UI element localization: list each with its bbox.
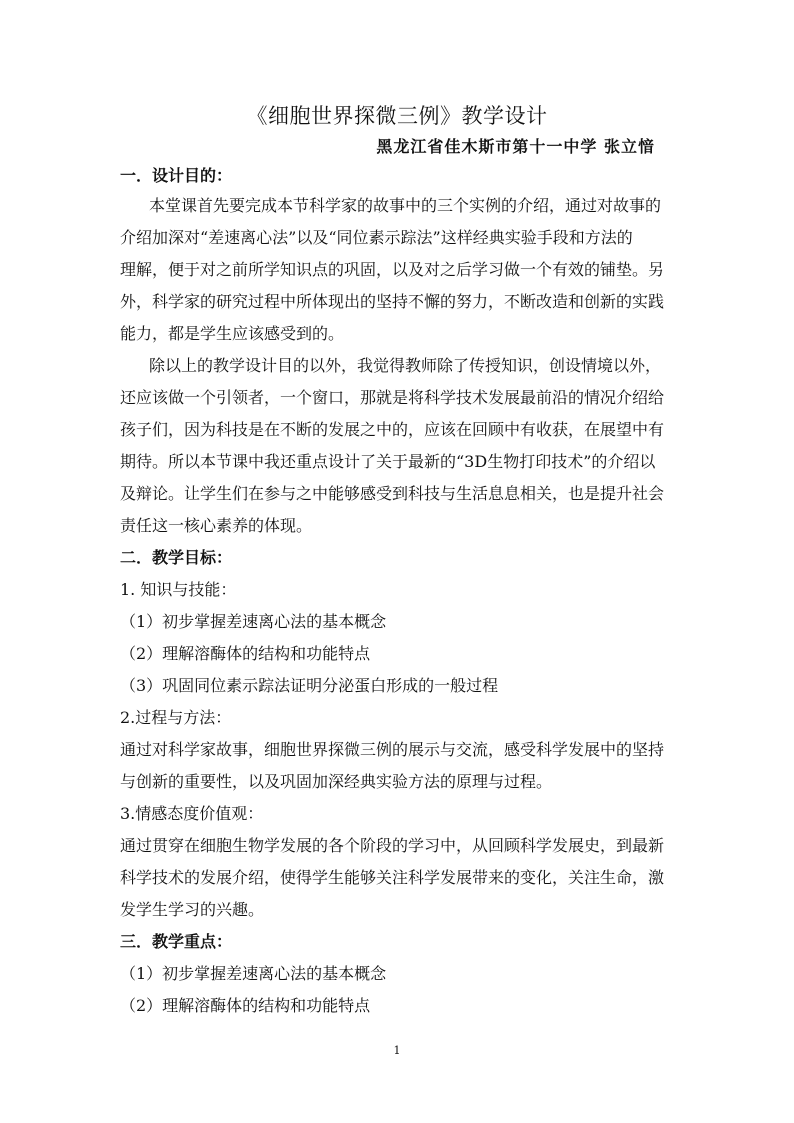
subheading: 2.过程与方法： [120, 708, 232, 727]
page-number: 1 [393, 1044, 401, 1057]
paragraph-line: 能力，都是学生应该感受到的。 [120, 324, 345, 343]
paragraph-line: 还应该做一个引领者，一个窗口，那就是将科学技术发展最前沿的情况介绍给 [120, 388, 665, 407]
paragraph-line: 通过对科学家故事，细胞世界探微三例的展示与交流，感受科学发展中的坚持 [120, 740, 665, 759]
document-title: 《细胞世界探微三例》教学设计 [246, 104, 548, 128]
subheading: 3.情感态度价值观： [120, 804, 264, 823]
paragraph-line: 期待。所以本节课中我还重点设计了关于最新的“3D生物打印技术”的介绍以 [120, 452, 656, 471]
paragraph-line: 理解，便于对之前所学知识点的巩固，以及对之后学习做一个有效的铺垫。另 [120, 260, 665, 279]
list-item: （3）巩固同位素示踪法证明分泌蛋白形成的一般过程 [120, 676, 499, 695]
section-1-heading: 一．设计目的： [120, 166, 233, 185]
author-line: 黑龙江省佳木斯市第十一中学 张立愔 [376, 137, 655, 156]
paragraph-line: 本堂课首先要完成本节科学家的故事中的三个实例的介绍，通过对故事的 [149, 196, 662, 215]
list-item: （1）初步掌握差速离心法的基本概念 [120, 964, 387, 983]
paragraph-line: 介绍加深对“差速离心法”以及“同位素示踪法”这样经典实验手段和方法的 [120, 228, 633, 247]
paragraph-line: 与创新的重要性，以及巩固加深经典实验方法的原理与过程。 [120, 772, 553, 791]
section-3-heading: 三．教学重点： [120, 932, 233, 951]
section-2-heading: 二．教学目标： [120, 548, 233, 567]
paragraph-line: 及辩论。让学生们在参与之中能够感受到科技与生活息息相关，也是提升社会 [120, 484, 665, 503]
paragraph-line: 责任这一核心素养的体现。 [120, 516, 313, 535]
paragraph-line: 发学生学习的兴趣。 [120, 900, 265, 919]
list-item: （2）理解溶酶体的结构和功能特点 [120, 996, 371, 1015]
list-item: （1）初步掌握差速离心法的基本概念 [120, 612, 387, 631]
paragraph-line: 通过贯穿在细胞生物学发展的各个阶段的学习中，从回顾科学发展史，到最新 [120, 836, 665, 855]
subheading: 1. 知识与技能： [120, 580, 237, 599]
paragraph-line: 孩子们，因为科技是在不断的发展之中的，应该在回顾中有收获，在展望中有 [120, 420, 665, 439]
paragraph-line: 外，科学家的研究过程中所体现出的坚持不懈的努力，不断改造和创新的实践 [120, 292, 665, 311]
paragraph-line: 科学技术的发展介绍，使得学生能够关注科学发展带来的变化，关注生命，激 [120, 868, 665, 887]
paragraph-line: 除以上的教学设计目的以外，我觉得教师除了传授知识，创设情境以外， [149, 356, 662, 375]
list-item: （2）理解溶酶体的结构和功能特点 [120, 644, 371, 663]
